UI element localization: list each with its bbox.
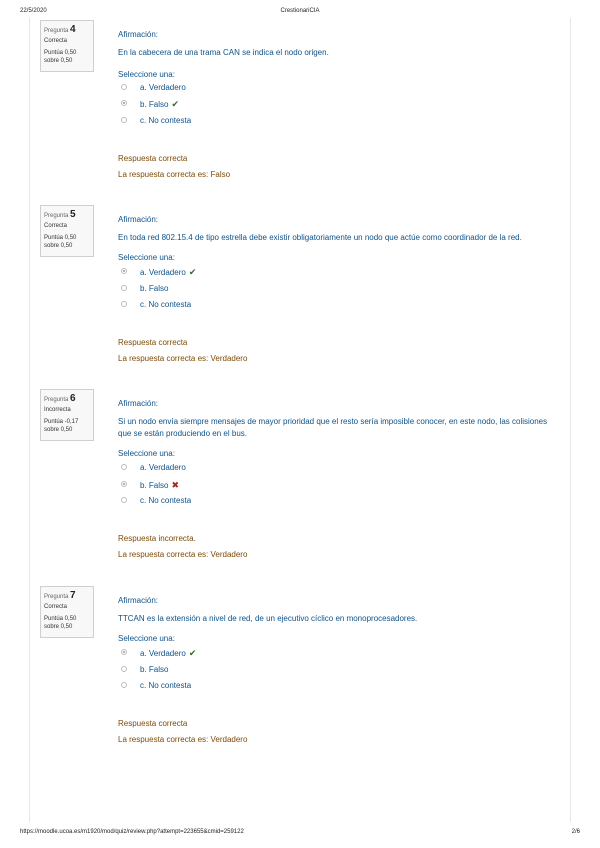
radio-option-c[interactable]: [121, 301, 127, 307]
radio-option-b[interactable]: [121, 285, 127, 291]
feedback-text: Respuesta correcta: [118, 338, 188, 347]
question-text: En la cabecera de una trama CAN se indica el nodo origen.: [118, 48, 329, 57]
answer-prompt: Seleccione una:: [118, 634, 175, 643]
question-label: Pregunta: [44, 28, 69, 34]
right-answer-text: La respuesta correcta es: Verdadero: [118, 550, 248, 559]
answer-prompt: Seleccione una:: [118, 449, 175, 458]
question-7: [40, 586, 570, 756]
question-number: 7: [70, 590, 76, 601]
print-footer: [0, 829, 600, 841]
question-5: [40, 205, 570, 375]
answer-option-b[interactable]: [118, 665, 418, 676]
answer-option-c[interactable]: [118, 496, 418, 507]
radio-option-b[interactable]: [121, 666, 127, 672]
question-info: [40, 389, 94, 441]
answer-option-c[interactable]: [118, 300, 418, 311]
question-grade: Puntúa -0,17: [44, 419, 79, 425]
page-frame-right: [570, 18, 571, 822]
answer-option-c[interactable]: [118, 116, 418, 127]
question-label: Pregunta: [44, 213, 69, 219]
question-state: Correcta: [44, 223, 68, 229]
radio-option-a[interactable]: [121, 84, 127, 90]
answer-option-a[interactable]: [118, 267, 418, 278]
answer-option-b[interactable]: [118, 99, 418, 110]
question-number: 6: [70, 393, 76, 404]
feedback-text: Respuesta correcta: [118, 719, 188, 728]
question-label: Pregunta: [44, 397, 69, 403]
question-number: 4: [70, 24, 76, 35]
question-text: TTCAN es la extensión a nivel de red, de un ejecutivo cíclico en monoprocesadores.: [118, 614, 418, 623]
feedback-text: Respuesta incorrecta.: [118, 534, 196, 543]
radio-option-a[interactable]: [121, 268, 127, 274]
feedback-text: Respuesta correcta: [118, 154, 188, 163]
option-b-label: b. Falso: [140, 100, 169, 109]
radio-option-b[interactable]: [121, 481, 127, 487]
question-max-grade: sobre 0,50: [44, 58, 73, 64]
option-b-label: b. Falso: [140, 665, 169, 674]
answer-option-a[interactable]: [118, 648, 418, 659]
question-heading: Afirmación:: [118, 596, 159, 605]
option-b-label: b. Falso: [140, 481, 169, 490]
right-answer-text: La respuesta correcta es: Verdadero: [118, 354, 248, 363]
question-info: [40, 205, 94, 257]
page-number: 2/6: [571, 829, 580, 835]
question-grade: Puntúa 0,50: [44, 235, 77, 241]
option-c-label: c. No contesta: [140, 300, 192, 309]
radio-option-c[interactable]: [121, 497, 127, 503]
radio-option-a[interactable]: [121, 464, 127, 470]
question-4: [40, 20, 570, 190]
question-state: Incorrecta: [44, 407, 71, 413]
question-max-grade: sobre 0,50: [44, 427, 73, 433]
answer-option-c[interactable]: [118, 681, 418, 692]
option-b-label: b. Falso: [140, 284, 169, 293]
print-date: 22/5/2020: [20, 8, 47, 14]
option-a-label: a. Verdadero: [140, 83, 186, 92]
question-grade: Puntúa 0,50: [44, 616, 77, 622]
answer-option-a[interactable]: [118, 463, 418, 474]
right-answer-text: La respuesta correcta es: Falso: [118, 170, 231, 179]
question-state: Correcta: [44, 38, 68, 44]
answer-prompt: Seleccione una:: [118, 70, 175, 79]
option-a-label: a. Verdadero: [140, 649, 186, 658]
cross-icon: ✖: [171, 480, 180, 490]
answer-prompt: Seleccione una:: [118, 253, 175, 262]
question-heading: Afirmación:: [118, 30, 159, 39]
radio-option-c[interactable]: [121, 117, 127, 123]
check-icon: ✔: [171, 99, 180, 109]
question-text: En toda red 802.15.4 de tipo estrella debe existir obligatoriamente un nodo que actúe como coordinador de la red.: [118, 233, 522, 242]
document-title: CrestionariCIA: [280, 8, 320, 14]
radio-option-c[interactable]: [121, 682, 127, 688]
page-url: https://moodle.ucoa.es/m1920/mod/quiz/review.php?attempt=223655&cmid=259122: [20, 829, 244, 835]
question-label: Pregunta: [44, 594, 69, 600]
question-text: Si un nodo envía siempre mensajes de mayor prioridad que el resto sería imposible conocer, en este nodo, las colisiones que se están produciendo en el bus.: [118, 417, 548, 438]
answer-option-a[interactable]: [118, 83, 418, 94]
question-heading: Afirmación:: [118, 215, 159, 224]
option-c-label: c. No contesta: [140, 116, 192, 125]
answer-option-b[interactable]: [118, 284, 418, 295]
print-header: [0, 8, 600, 20]
right-answer-text: La respuesta correcta es: Verdadero: [118, 735, 248, 744]
radio-option-a[interactable]: [121, 649, 127, 655]
option-c-label: c. No contesta: [140, 681, 192, 690]
radio-option-b[interactable]: [121, 100, 127, 106]
option-a-label: a. Verdadero: [140, 268, 186, 277]
question-info: [40, 586, 94, 638]
option-a-label: a. Verdadero: [140, 463, 186, 472]
question-info: [40, 20, 94, 72]
question-heading: Afirmación:: [118, 399, 159, 408]
question-state: Correcta: [44, 604, 68, 610]
page-frame-left: [29, 18, 30, 822]
question-max-grade: sobre 0,50: [44, 624, 73, 630]
question-6: [40, 389, 570, 569]
question-max-grade: sobre 0,50: [44, 243, 73, 249]
check-icon: ✔: [188, 267, 197, 277]
check-icon: ✔: [188, 648, 197, 658]
answer-option-b[interactable]: [118, 480, 418, 491]
question-number: 5: [70, 209, 76, 220]
question-grade: Puntúa 0,50: [44, 50, 77, 56]
option-c-label: c. No contesta: [140, 496, 192, 505]
